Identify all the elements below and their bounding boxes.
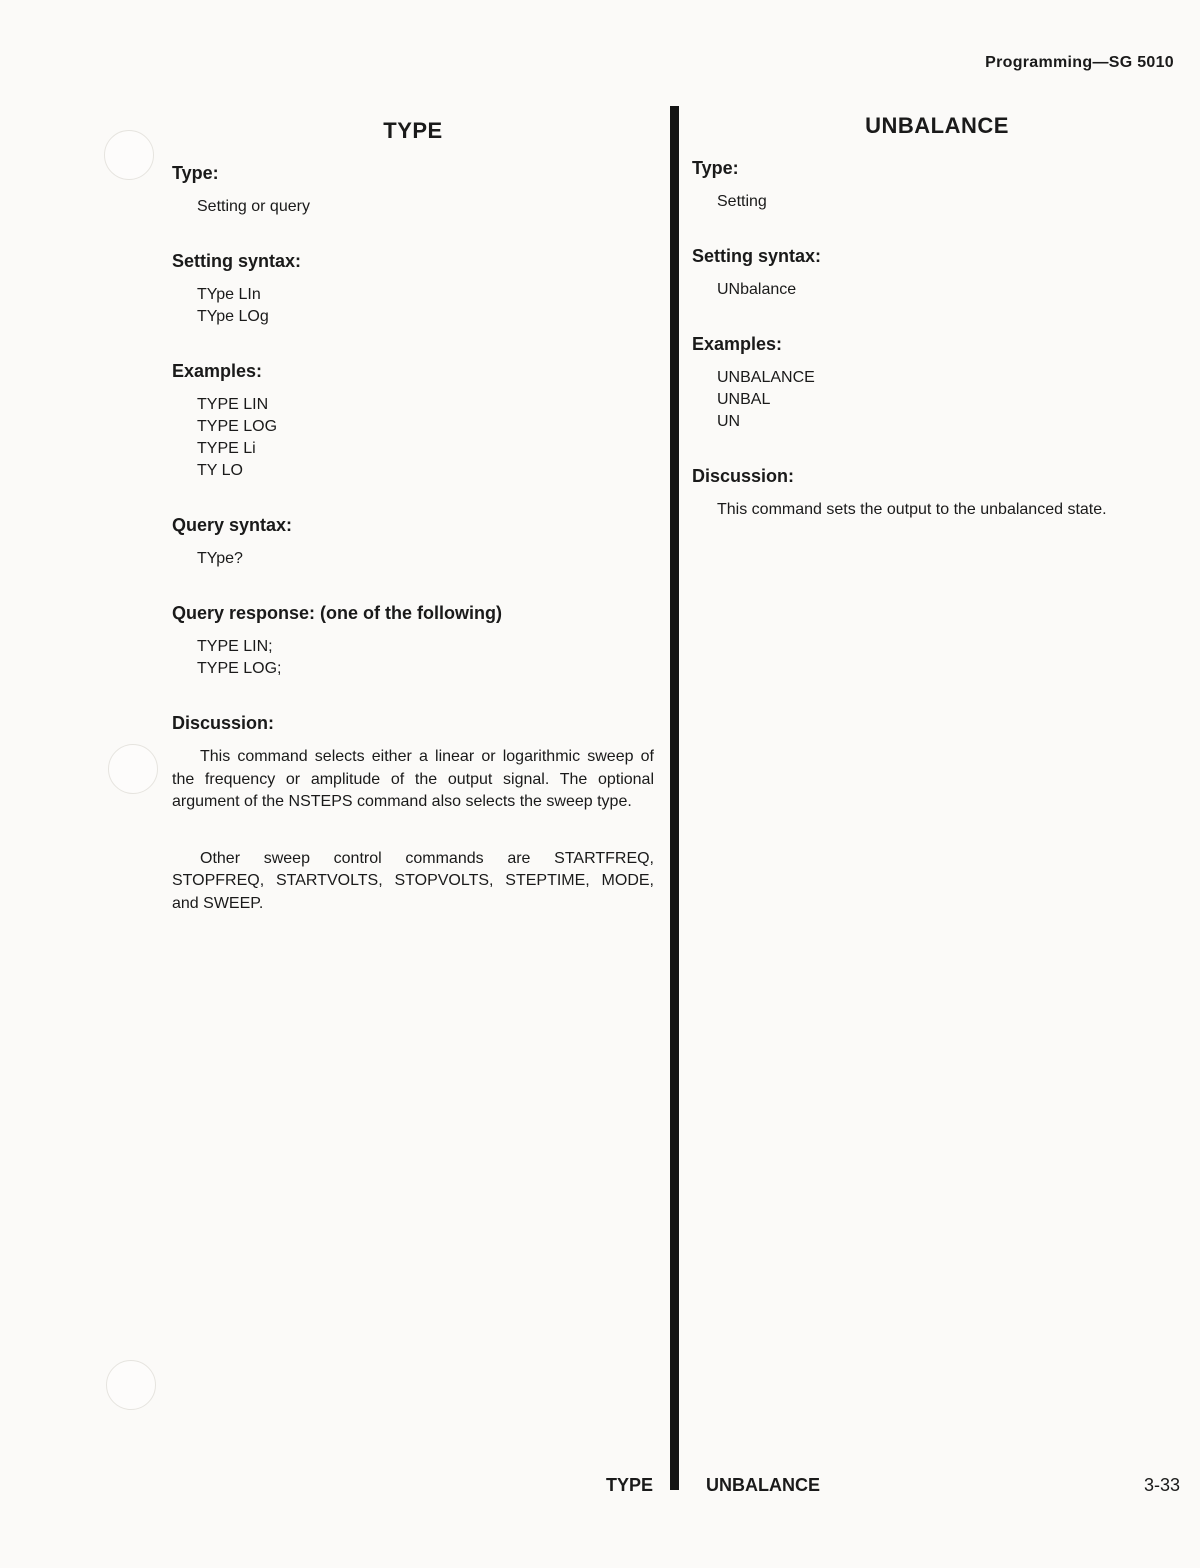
type-subsection	[172, 162, 654, 218]
discussion-paragraph: This command sets the output to the unbalanced state.	[717, 501, 1107, 518]
type-command-section	[172, 118, 654, 949]
discussion-paragraph: Other sweep control commands are STARTFREQ, STOPFREQ, STARTVOLTS, STOPVOLTS, STEPTIME, MODE, and SWEEP.	[172, 849, 654, 912]
setting-syntax-line: TYpe LIn	[197, 286, 261, 303]
discussion-label: Discussion:	[172, 713, 275, 733]
examples-subsection	[172, 360, 654, 482]
examples-label: Examples:	[692, 334, 783, 354]
setting-syntax-label: Setting syntax:	[172, 251, 302, 271]
section-title-unbalance: UNBALANCE	[865, 113, 1009, 138]
section-title-type: TYPE	[383, 118, 443, 143]
type-label: Type:	[692, 158, 739, 178]
footer-right-keyword: UNBALANCE	[706, 1475, 820, 1495]
discussion-subsection	[692, 465, 1182, 522]
setting-syntax-subsection	[692, 245, 1182, 301]
type-label: Type:	[172, 163, 219, 183]
setting-syntax-label: Setting syntax:	[692, 246, 822, 266]
punch-hole-middle	[108, 744, 158, 794]
example-line: TY LO	[197, 462, 243, 479]
type-value: Setting or query	[197, 198, 310, 215]
example-line: TYPE Li	[197, 440, 256, 457]
examples-subsection	[692, 333, 1182, 433]
running-header: Programming—SG 5010	[985, 54, 1174, 71]
example-line: TYPE LOG	[197, 418, 278, 435]
example-line: UNBALANCE	[717, 369, 815, 386]
punch-hole-top	[104, 130, 154, 180]
setting-syntax-line: TYpe LOg	[197, 308, 269, 325]
setting-syntax-line: UNbalance	[717, 281, 797, 298]
query-syntax-subsection	[172, 514, 654, 570]
query-response-line: TYPE LIN;	[197, 638, 273, 655]
footer-left-keyword: TYPE	[606, 1475, 654, 1495]
page-number: 3-33	[1143, 1475, 1180, 1495]
query-syntax-value: TYpe?	[197, 550, 243, 567]
column-divider	[670, 106, 679, 1490]
type-subsection	[692, 157, 1182, 213]
discussion-subsection	[172, 712, 654, 915]
query-response-subsection	[172, 602, 654, 680]
examples-label: Examples:	[172, 361, 263, 381]
query-response-label: Query response: (one of the following)	[172, 603, 503, 623]
query-response-line: TYPE LOG;	[197, 660, 282, 677]
discussion-label: Discussion:	[692, 466, 795, 486]
example-line: UNBAL	[717, 391, 771, 408]
example-line: TYPE LIN	[197, 396, 269, 413]
setting-syntax-subsection	[172, 250, 654, 328]
discussion-paragraph: This command selects either a linear or logarithmic sweep of the frequency or amplitude of the output signal. The optional argument of the NSTEPS command also selects the sweep type.	[172, 748, 654, 810]
unbalance-command-section	[692, 113, 1182, 556]
query-syntax-label: Query syntax:	[172, 515, 293, 535]
punch-hole-bottom	[106, 1360, 156, 1410]
example-line: UN	[717, 413, 741, 430]
type-value: Setting	[717, 193, 767, 210]
